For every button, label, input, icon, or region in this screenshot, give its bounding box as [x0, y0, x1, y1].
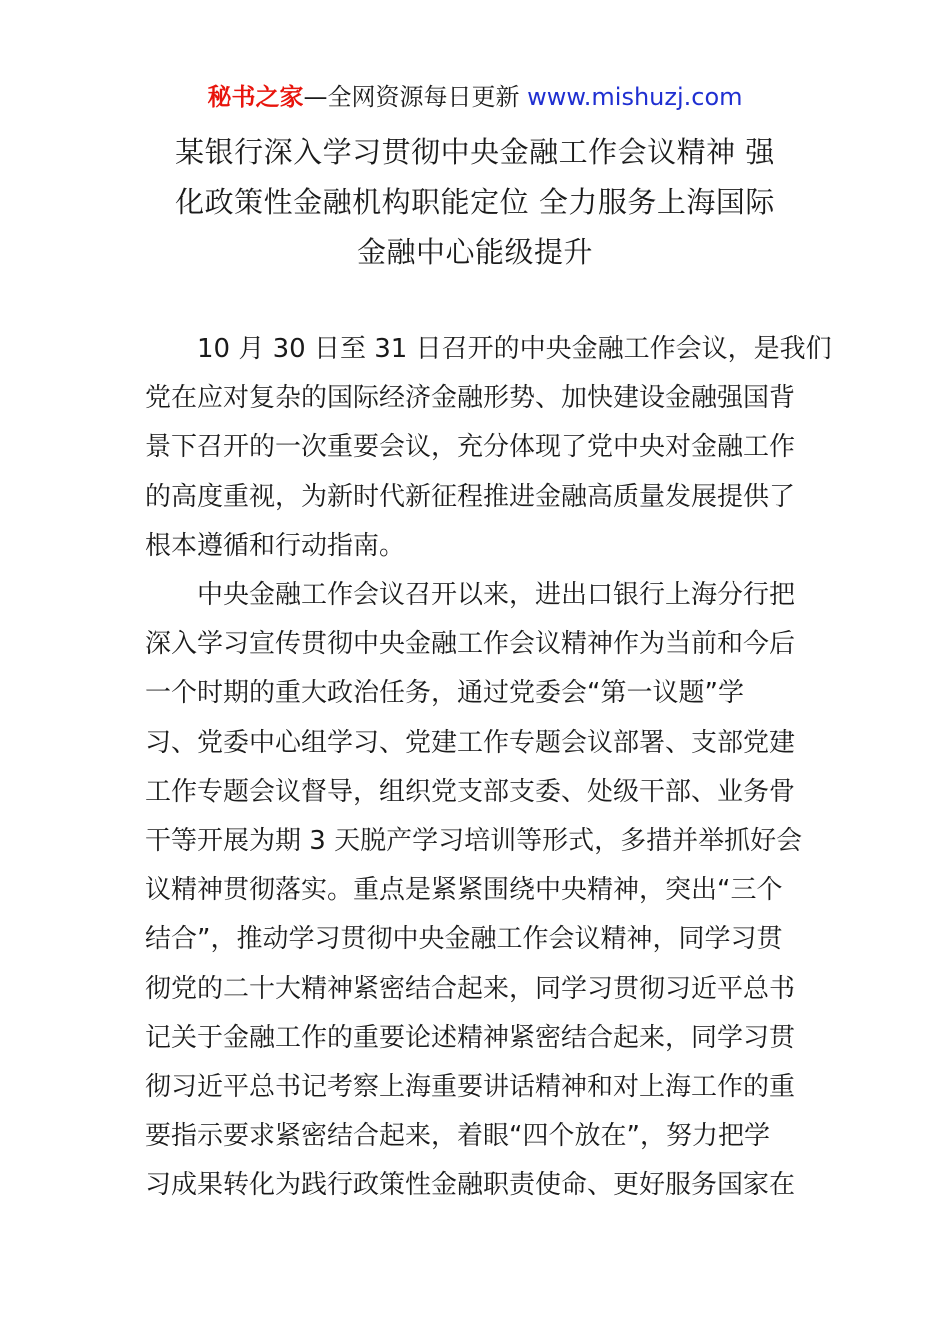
text-line: 一个时期的重大政治任务，通过党委会“第一议题”学: [145, 678, 744, 709]
title-line: 金融中心能级提升: [356, 235, 593, 269]
text-line: 景下召开的一次重要会议，充分体现了党中央对金融工作: [145, 432, 796, 463]
title-line: 化政策性金融机构职能定位 全力服务上海国际: [175, 185, 775, 219]
site-header: [0, 80, 950, 114]
text-line: 习成果转化为践行政策性金融职责使命、更好服务国家在: [145, 1170, 796, 1201]
text-line: 记关于金融工作的重要论述精神紧密结合起来，同学习贯: [145, 1022, 796, 1053]
text-line: 彻党的二十大精神紧密结合起来，同学习贯彻习近平总书: [145, 973, 796, 1004]
text-line: 根本遵循和行动指南。: [145, 530, 406, 561]
brand-name: 秘书之家: [207, 83, 304, 111]
paragraph: [145, 325, 832, 571]
text-line: 的高度重视，为新时代新征程推进金融高质量发展提供了: [145, 481, 796, 512]
document-title: [140, 127, 810, 277]
title-line: 某银行深入学习贯彻中央金融工作会议精神 强: [175, 135, 775, 169]
text-line: 中央金融工作会议召开以来，进出口银行上海分行把: [145, 580, 796, 611]
text-line: 10 月 30 日至 31 日召开的中央金融工作会议，是我们: [145, 334, 832, 364]
site-url-link[interactable]: www.mishuzj.com: [527, 83, 743, 111]
text-line: 议精神贯彻落实。重点是紧紧围绕中央精神，突出“三个: [145, 875, 783, 906]
text-line: 习、党委中心组学习、党建工作专题会议部署、支部党建: [145, 727, 796, 758]
text-line: 党在应对复杂的国际经济金融形势、加快建设金融强国背: [145, 383, 796, 414]
document-body: [145, 325, 832, 1211]
header-tagline: —全网资源每日更新: [303, 83, 520, 111]
paragraph: [145, 571, 810, 1211]
text-line: 工作专题会议督导，组织党支部支委、处级干部、业务骨: [145, 776, 796, 807]
text-line: 深入学习宣传贯彻中央金融工作会议精神作为当前和今后: [145, 629, 796, 660]
text-line: 彻习近平总书记考察上海重要讲话精神和对上海工作的重: [145, 1072, 796, 1103]
text-line: 结合”，推动学习贯彻中央金融工作会议精神，同学习贯: [145, 924, 783, 955]
text-line: 干等开展为期 3 天脱产学习培训等形式，多措并举抓好会: [145, 826, 803, 857]
text-line: 要指示要求紧密结合起来，着眼“四个放在”，努力把学: [145, 1121, 770, 1152]
